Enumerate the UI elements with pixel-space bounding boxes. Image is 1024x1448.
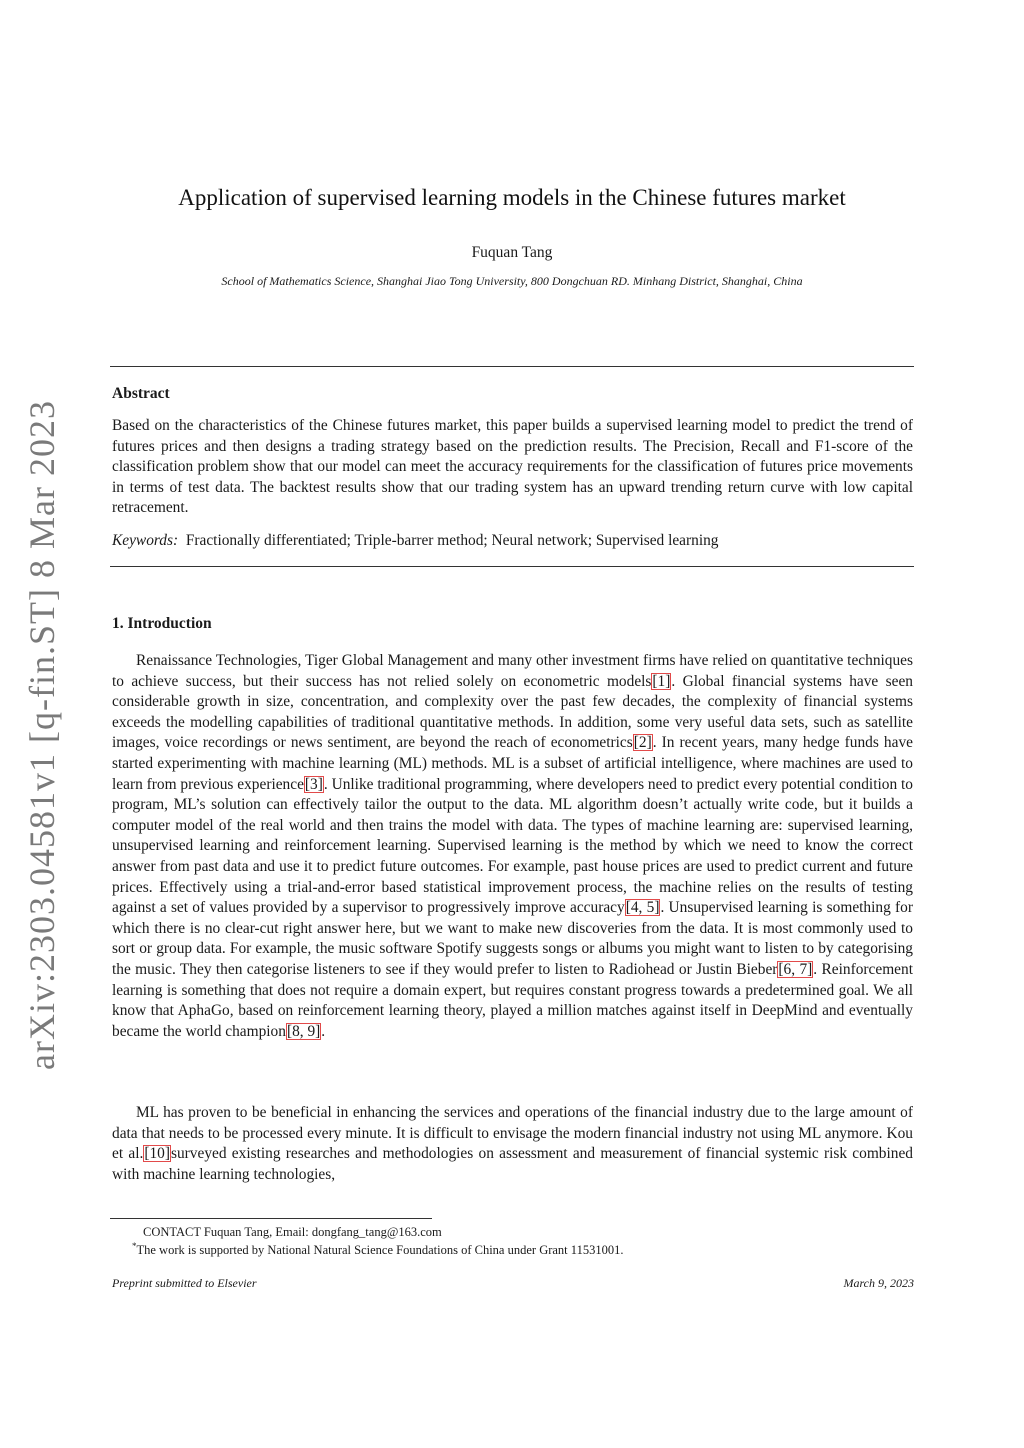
introduction-paragraph-1 bbox=[112, 651, 913, 1042]
intro-text: . Global financial systems have seen considerable growth in size, concentration, and complexity over the past few decades, the complexity of financial systems exceeds the modelling capabilities of traditional quantitative methods. In addition, some very useful data sets, such as satellite images, voice recordings or news sentiment, are beyond the reach of econometrics bbox=[112, 672, 913, 752]
intro-text: Renaissance Technologies, Tiger Global Management and many other investment firms have relied on quantitative techniques to achieve success, but their success has not relied solely on econometric models bbox=[112, 652, 913, 690]
intro-text: . In recent years, many hedge funds have started experimenting with machine learning (ML) methods. ML is a subset of artificial intelligence, where machines are used to learn from previous experience bbox=[112, 734, 913, 793]
citation-link[interactable]: [4, 5] bbox=[625, 899, 660, 917]
arxiv-side-stamp: arXiv:2303.04581v1 [q-fin.ST] 8 Mar 2023 bbox=[22, 400, 62, 1070]
keywords-label: Keywords: bbox=[112, 532, 179, 549]
intro-text: . bbox=[321, 1022, 326, 1040]
footnote-rule bbox=[110, 1218, 432, 1219]
footer-preprint-note: Preprint submitted to Elsevier bbox=[112, 1276, 257, 1290]
intro-text: . Unlike traditional programming, where developers need to predict every potential condition to program, ML’s solution can effectively tailor the output to the data. ML algorithm doesn’t actually write code, but it builds a computer model of the real world and then trains the model with data. The types of machine learning are: supervised learning, unsupervised learning and reinforcement learning. Supervised learning is the method by which we need to know the correct answer from past data and use it to predict future outcomes. For example, past house prices are used to predict current and future prices. Effectively using a trial-and-error based statistical improvement process, the machine relies on the results of testing against a set of values provided by a supervisor to progressively improve accuracy bbox=[112, 775, 913, 917]
citation-link[interactable]: [6, 7] bbox=[778, 960, 813, 978]
intro-text: . Unsupervised learning is something for which there is no clear-cut right answer here, but we want to make new discoveries from the data. It is most commonly used to sort or group data. For example, the music software Spotify suggests songs or albums you might want to listen to by categorising the music. They then categorise listeners to see if they would prefer to listen to Radiohead or Justin Bieber bbox=[112, 899, 914, 978]
paper-title: Application of supervised learning models in the Chinese futures market bbox=[178, 185, 846, 210]
citation-link[interactable]: [10] bbox=[144, 1145, 170, 1163]
citation-link[interactable]: [1] bbox=[652, 672, 671, 690]
citation-link[interactable]: [2] bbox=[633, 734, 652, 752]
abstract-heading: Abstract bbox=[112, 385, 170, 402]
abstract-bottom-rule bbox=[110, 566, 914, 567]
intro-text: ML has proven to be beneficial in enhancing the services and operations of the financial industry due to the large amount of data that needs to be processed every minute. It is difficult to envisage the modern financial industry not using ML anymore. Kou et al. bbox=[112, 1104, 913, 1163]
intro-text: surveyed existing researches and methodologies on assessment and measurement of financial systemic risk combined with machine learning technologies, bbox=[112, 1145, 913, 1183]
intro-text: . Reinforcement learning is something that does not require a domain expert, but requires constant progress towards a predetermined goal. We all know that AphaGo, based on reinforcement learning theory, played a million matches against itself in DeepMind and eventually became the world champion bbox=[112, 960, 913, 1040]
footnote-contact: CONTACT Fuquan Tang, Email: dongfang_tang@163.com bbox=[143, 1225, 442, 1239]
section-heading-introduction: 1. Introduction bbox=[112, 615, 212, 632]
citation-link[interactable]: [8, 9] bbox=[286, 1022, 321, 1040]
citation-link[interactable]: [3] bbox=[304, 775, 323, 793]
footer-date: March 9, 2023 bbox=[843, 1276, 914, 1290]
introduction-paragraph-2 bbox=[112, 1103, 913, 1185]
footnote-funding bbox=[132, 1241, 623, 1258]
keywords-list: Fractionally differentiated; Triple-barrer method; Neural network; Supervised learning bbox=[185, 532, 719, 549]
abstract-text: Based on the characteristics of the Chinese futures market, this paper builds a supervised learning model to predict the trend of futures prices and then designs a trading strategy based on the prediction results. The Precision, Recall and F1-score of the classification problem show that our model can meet the accuracy requirements for the classification of futures price movements in terms of test data. The backtest results show that our trading system has an upward trending return curve with low capital retracement. bbox=[112, 417, 913, 517]
author-affiliation: School of Mathematics Science, Shanghai Jiao Tong University, 800 Dongchuan RD. Minhang District, Shanghai, China bbox=[221, 274, 803, 288]
footnote-funding-text: The work is supported by National Natural Science Foundations of China under Grant 11531001. bbox=[136, 1243, 624, 1258]
footnote-mark: * bbox=[132, 1241, 137, 1251]
author-name: Fuquan Tang bbox=[471, 244, 553, 261]
abstract-top-rule bbox=[110, 366, 914, 367]
keywords-line bbox=[112, 531, 913, 552]
